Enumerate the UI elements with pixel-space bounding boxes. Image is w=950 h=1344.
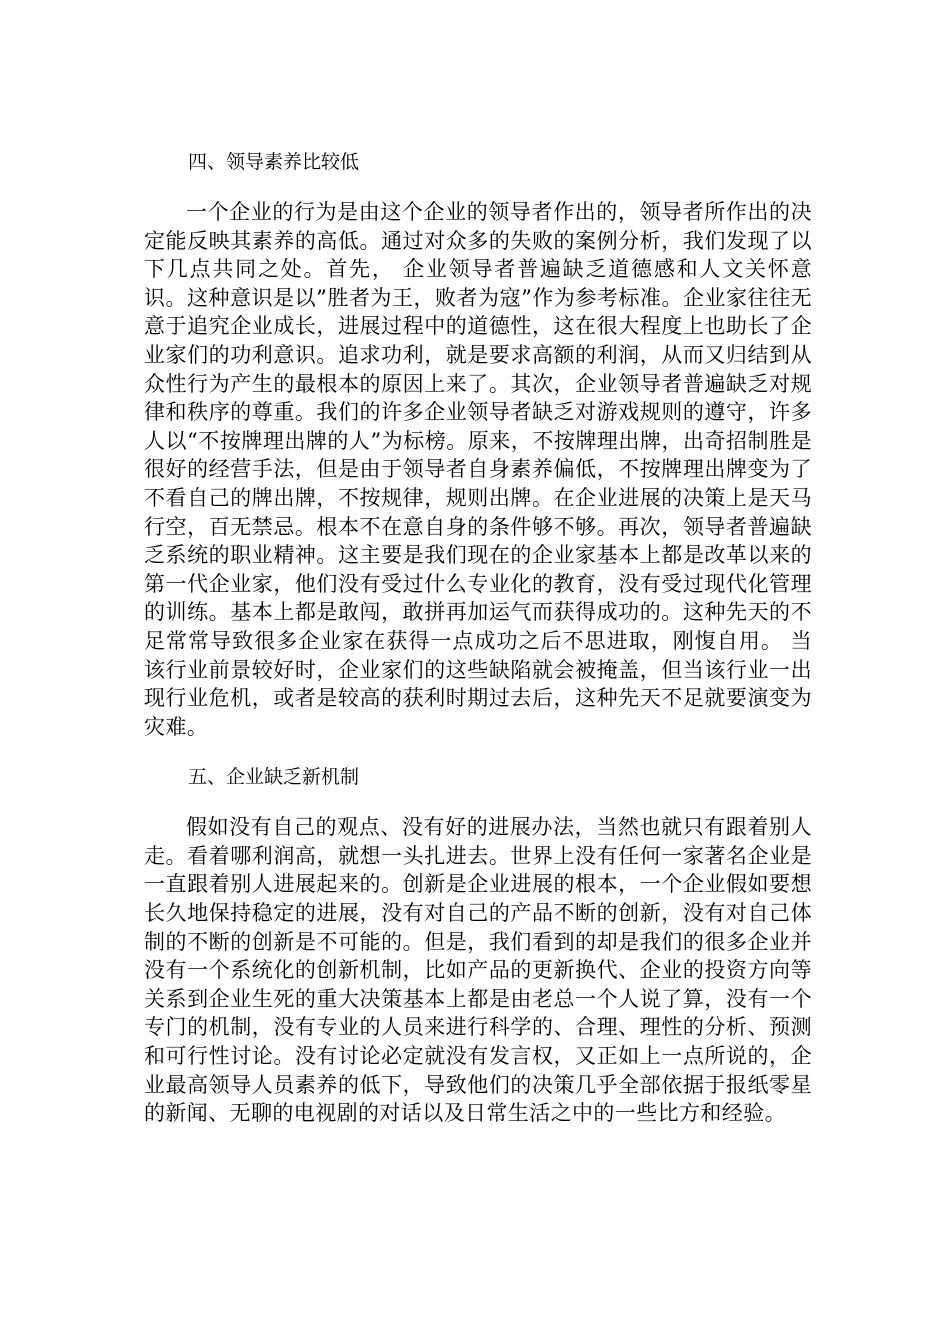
section-heading-mechanism: 五、企业缺乏新机制: [188, 766, 360, 789]
section-paragraph-leadership: 一个企业的行为是由这个企业的领导者作出的，领导者所作出的决定能反映其素养的高低。通过对众多的失败的案例分析，我们发现了以下几点共同之处。首先， 企业领导者普遍缺乏道德感和人文关怀意识。这种意识是以”胜者为王，败者为寇”作为参考标准。企业家往往无意于追究企业成长，进展过程中的道德性，这在很大程度上也助长了企业家们的功利意识。追求功利，就是要求高额的利润，从而又归结到从众性行为产生的最根本的原因上来了。其次，企业领导者普遍缺乏对规律和秩序的尊重。我们的许多企业领导者缺乏对游戏规则的遵守，许多人以“不按牌理出牌的人”为标榜。原来，不按牌理出牌，出奇招制胜是很好的经营手法，但是由于领导者自身素养偏低，不按牌理出牌变为了不看自己的牌出牌，不按规律，规则出牌。在企业进展的决策上是天马行空，百无禁忌。根本不在意自身的条件够不够。再次，领导者普遍缺乏系统的职业精神。这主要是我们现在的企业家基本上都是改革以来的第一代企业家，他们没有受过什么专业化的教育，没有受过现代化管理的训练。基本上都是敢闯，敢拼再加运气而获得成功的。这种先天的不足常常导致很多企业家在获得一点成功之后不思进取，刚愎自用。 当该行业前景较好时，企业家们的这些缺陷就会被掩盖，但当该行业一出现行业危机，或者是较高的获利时期过去后，这种先天不足就要演变为灾难。: [144, 200, 812, 739]
section-paragraph-mechanism: 假如没有自己的观点、没有好的进展办法，当然也就只有跟着别人走。看着哪利润高，就想一头扎进去。世界上没有任何一家著名企业是一直跟着别人进展起来的。创新是企业进展的根本，一个企业假如要想长久地保持稳定的进展，没有对自己的产品不断的创新，没有对自己体制的不断的创新是不可能的。但是，我们看到的却是我们的很多企业并没有一个系统化的创新机制，比如产品的更新换代、企业的投资方向等关系到企业生死的重大决策基本上都是由老总一个人说了算，没有一个专门的机制，没有专业的人员来进行科学的、合理、理性的分析、预测和可行性讨论。没有讨论必定就没有发言权，又正如上一点所说的，企业最高领导人员素养的低下，导致他们的决策几乎全部依据于报纸零星的新闻、无聊的电视剧的对话以及日常生活之中的一些比方和经验。: [144, 815, 812, 1126]
section-heading-leadership: 四、领导素养比较低: [188, 151, 360, 173]
document-body: [144, 148, 812, 1150]
